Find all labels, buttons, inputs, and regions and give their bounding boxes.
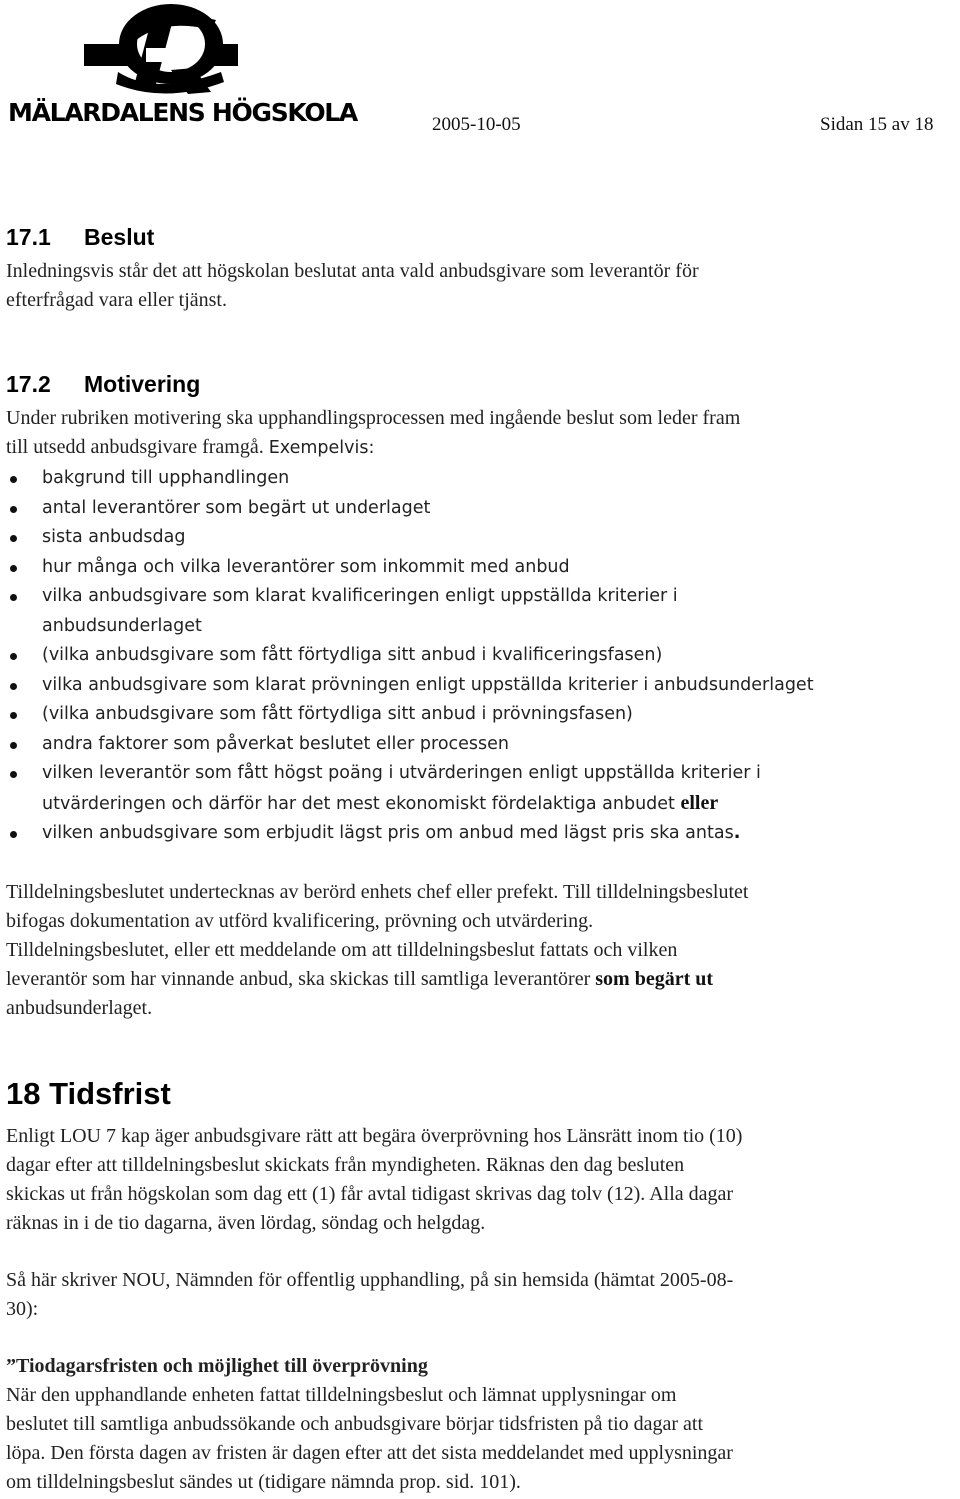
- text-line: löpa. Den första dagen av fristen är dagen efter att det sista meddelandet med upplysningar: [6, 1442, 733, 1464]
- text-line: om tilldelningsbeslut sändes ut (tidigare nämnda prop. sid. 101).: [6, 1471, 521, 1493]
- text-line: [6, 965, 956, 994]
- paragraph-nou: [6, 1266, 956, 1324]
- list-item: [6, 671, 956, 701]
- text-segment-bold: .: [733, 823, 741, 843]
- list-item: [6, 523, 956, 553]
- header-page-number: Sidan 15 av 18: [820, 114, 934, 135]
- motivering-bullet-list: [6, 464, 956, 849]
- list-item-text: vilka anbudsgivare som klarat prövningen enligt uppställda kriterier i anbudsunderlaget: [42, 674, 814, 695]
- text-line: Så här skriver NOU, Nämnden för offentlig upphandling, på sin hemsida (hämtat 2005-08-: [6, 1269, 734, 1291]
- list-item: [6, 464, 956, 494]
- text-line: 30):: [6, 1298, 39, 1320]
- logo-emblem-icon: [6, 0, 306, 100]
- list-item-text: antal leverantörer som begärt ut underlaget: [42, 497, 431, 518]
- heading-title: Beslut: [84, 224, 155, 250]
- list-item-text: andra faktorer som påverkat beslutet eller processen: [42, 733, 510, 754]
- header-date: 2005-10-05: [432, 114, 521, 135]
- text-line: skickas ut från högskolan som dag ett (1) får avtal tidigast skrivas dag tolv (12). Alla dagar: [6, 1183, 734, 1205]
- list-item: [6, 730, 956, 760]
- heading-18: 18 Tidsfrist: [6, 1076, 171, 1111]
- paragraph-tilldelning: [6, 878, 956, 1023]
- paragraph-tidsfrist: [6, 1122, 956, 1238]
- list-item: [6, 700, 956, 730]
- text-line: Under rubriken motivering ska upphandlingsprocessen med ingående beslut som leder fram: [6, 407, 741, 429]
- heading-number: 17.2: [6, 371, 51, 397]
- list-item-text: (vilka anbudsgivare som fått förtydliga sitt anbud i prövningsfasen): [42, 704, 633, 724]
- logo-text: MÄLARDALENS HÖGSKOLA: [8, 98, 357, 127]
- heading-number: 17.1: [6, 224, 51, 250]
- text-segment: leverantör som har vinnande anbud, ska skickas till samtliga leverantörer: [6, 968, 596, 990]
- text-line: Inledningsvis står det att högskolan beslutat anta vald anbudsgivare som leverantör för: [6, 260, 699, 282]
- list-item-text: vilka anbudsgivare som klarat kvalificeringen enligt uppställda kriterier i: [42, 586, 678, 606]
- text-segment-bold: som begärt ut: [595, 968, 714, 990]
- list-item-text: anbudsunderlaget: [42, 615, 202, 636]
- text-line: efterfrågad vara eller tjänst.: [6, 289, 227, 311]
- text-line: Tilldelningsbeslutet, eller ett meddelande om att tilldelningsbeslut fattats och vilken: [6, 939, 678, 961]
- text-segment: vilken anbudsgivare som erbjudit lägst pris om anbud med lägst pris ska antas: [42, 823, 734, 843]
- text-line: räknas in i de tio dagarna, även lördag, söndag och helgdag.: [6, 1212, 486, 1234]
- list-item: [6, 641, 956, 671]
- list-item: [6, 553, 956, 583]
- text-line: [6, 433, 956, 463]
- text-segment: Exempelvis:: [268, 438, 375, 458]
- list-item-text: hur många och vilka leverantörer som inkommit med anbud: [42, 556, 570, 577]
- list-item-text: [42, 789, 956, 820]
- list-item-text: vilken leverantör som fått högst poäng i utvärderingen enligt uppställda kriterier i: [42, 763, 761, 783]
- paragraph-beslut: [6, 257, 956, 315]
- list-item: [6, 819, 956, 849]
- heading-17-1: [6, 224, 154, 251]
- list-item-text: bakgrund till upphandlingen: [42, 468, 290, 488]
- text-line: beslutet till samtliga anbudssökande och anbudsgivare börjar tidsfristen på tio dagar att: [6, 1413, 704, 1435]
- text-segment: utvärderingen och därför har det mest ekonomiskt fördelaktiga anbudet: [42, 793, 681, 814]
- text-line: Enligt LOU 7 kap äger anbudsgivare rätt att begära överprövning hos Länsrätt inom tio (10): [6, 1125, 743, 1147]
- list-item: [6, 494, 956, 524]
- text-segment: till utsedd anbudsgivare framgå.: [6, 436, 269, 458]
- text-line: bifogas dokumentation av utförd kvalificering, prövning och utvärdering.: [6, 910, 594, 932]
- text-line: dagar efter att tilldelningsbeslut skickats från myndigheten. Räknas den dag besluten: [6, 1154, 685, 1176]
- text-segment-bold: eller: [680, 791, 719, 814]
- quote-block: [6, 1352, 956, 1497]
- text-line: När den upphandlande enheten fattat tilldelningsbeslut och lämnat upplysningar om: [6, 1384, 677, 1406]
- quote-title: ”Tiodagarsfristen och möjlighet till överprövning: [6, 1355, 428, 1377]
- list-item-text: sista anbudsdag: [42, 527, 186, 547]
- text-line: Tilldelningsbeslutet undertecknas av berörd enhets chef eller prefekt. Till tilldelningsbeslutet: [6, 881, 749, 903]
- heading-title: Motivering: [84, 371, 201, 397]
- list-item-text: (vilka anbudsgivare som fått förtydliga sitt anbud i kvalificeringsfasen): [42, 645, 663, 665]
- paragraph-motivering: [6, 404, 956, 463]
- text-line: anbudsunderlaget.: [6, 997, 153, 1019]
- university-logo: [6, 0, 357, 140]
- list-item-text: [42, 819, 956, 849]
- list-item: [6, 759, 956, 819]
- list-item: [6, 582, 956, 641]
- heading-17-2: [6, 371, 200, 398]
